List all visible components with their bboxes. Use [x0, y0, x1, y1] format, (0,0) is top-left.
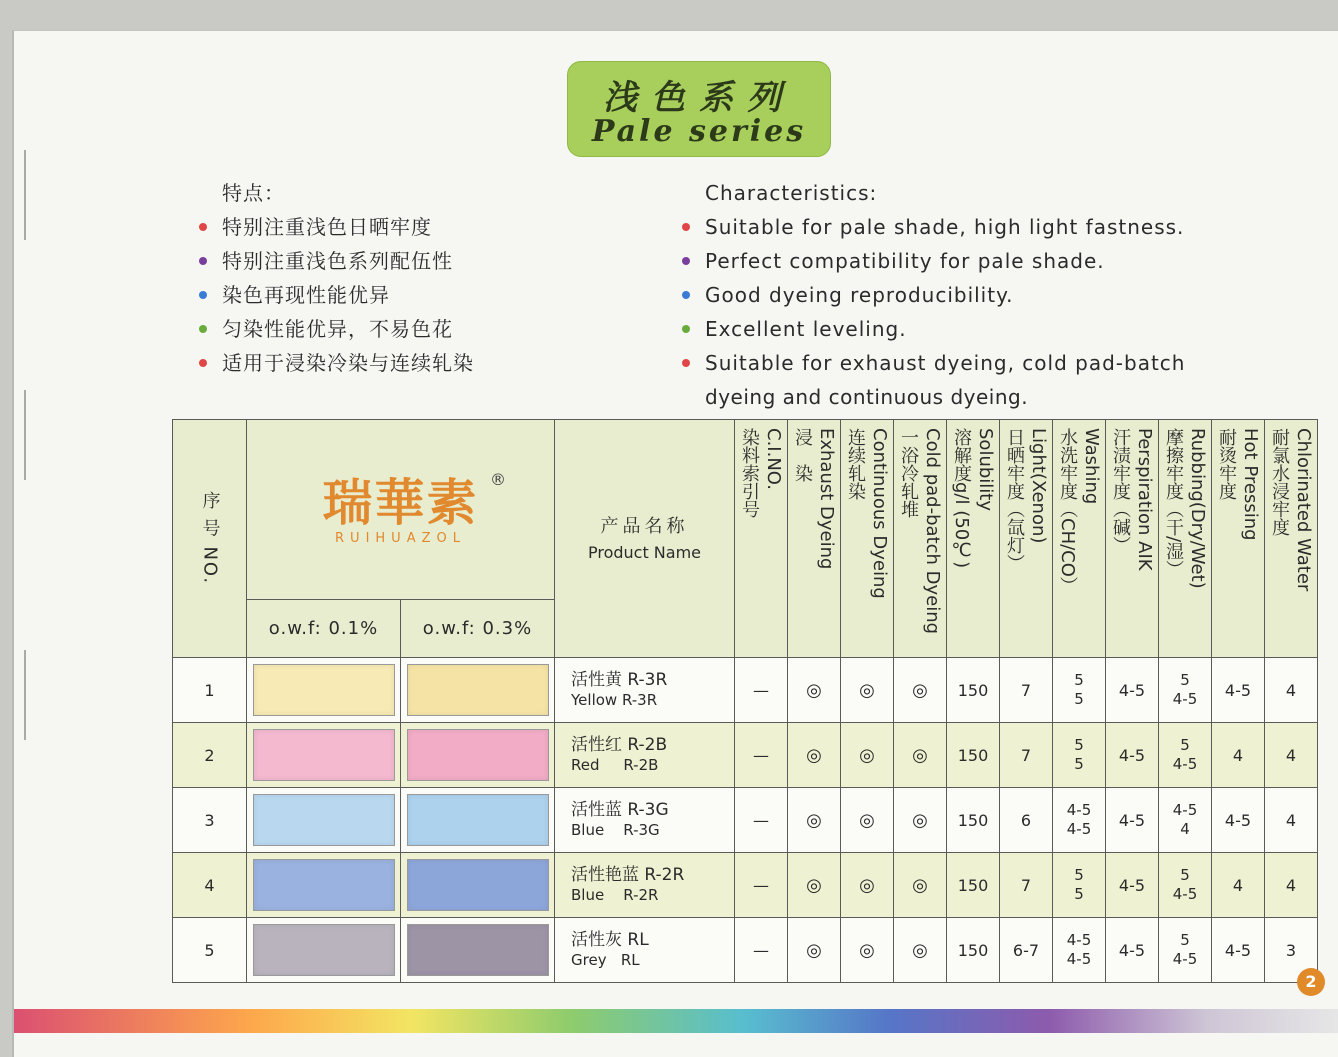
washing-co: 5: [1074, 885, 1084, 903]
product-name-cell: [555, 788, 735, 853]
features-en-item-text: Good dyeing reproducibility.: [705, 283, 1014, 307]
chlorine-cell: [1265, 658, 1318, 723]
bullet-dot-icon: [199, 257, 207, 265]
features-en: [682, 176, 1185, 414]
table-row: [173, 918, 1318, 983]
owf-header-03: o.w.f: 0.3%: [401, 600, 555, 658]
binding-stitches: [20, 30, 30, 1056]
suitable-mark-icon: ◎: [912, 874, 928, 896]
column-header-cn: 汗渍牢度（碱）: [1110, 428, 1131, 554]
light-cell: [1000, 853, 1053, 918]
rubbing-dry: 5: [1180, 931, 1190, 949]
column-header-en: Solubility: [975, 428, 996, 511]
bullet-dot-icon: [199, 291, 207, 299]
features-en-heading: Characteristics:: [705, 181, 878, 205]
column-header-cn: 溶解度g/l (50℃): [951, 428, 972, 569]
column-header-en: Continuous Dyeing: [869, 428, 890, 599]
solubility-cell: [947, 788, 1000, 853]
table-row: [173, 723, 1318, 788]
exhaust-cell: [788, 853, 841, 918]
swatch-cell: [247, 918, 401, 983]
ci-number: —: [753, 875, 769, 895]
features-en-item-text: Suitable for exhaust dyeing, cold pad-batch: [705, 351, 1186, 375]
row-number: 1: [204, 680, 215, 700]
series-title-cn: 浅色系列: [603, 78, 795, 118]
ci-number: —: [753, 940, 769, 960]
light-value: 7: [1020, 680, 1032, 700]
exhaust-cell: [788, 723, 841, 788]
hot-pressing-value: 4: [1232, 745, 1244, 765]
column-header: [947, 420, 1000, 658]
ci-number: —: [753, 680, 769, 700]
exhaust-cell: [788, 788, 841, 853]
washing-co: 5: [1074, 755, 1084, 773]
column-header: [1053, 420, 1106, 658]
suitable-mark-icon: ◎: [859, 809, 875, 831]
product-name-en: Yellow R-3R: [571, 691, 658, 709]
perspiration-cell: [1106, 853, 1159, 918]
bullet-dot-icon: [199, 325, 207, 333]
column-header: [1212, 420, 1265, 658]
features-en-item: [682, 312, 1185, 346]
column-header-en: Rubbing(Dry/Wet): [1187, 428, 1208, 589]
features-cn-item: [199, 312, 474, 346]
hot-pressing-value: 4-5: [1224, 810, 1252, 830]
product-name-cn: 活性灰 RL: [571, 930, 649, 950]
hot-pressing-value: 4-5: [1224, 680, 1252, 700]
cold-pad-cell: [894, 853, 947, 918]
swatch-cell: [401, 723, 555, 788]
column-header: [1265, 420, 1318, 658]
features-cn-item-text: 染色再现性能优异: [222, 283, 390, 307]
ci-number: —: [753, 745, 769, 765]
column-header: [841, 420, 894, 658]
row-number: 3: [204, 810, 215, 830]
features-cn-heading: 特点：: [222, 181, 285, 205]
rubbing-wet: 4-5: [1172, 690, 1198, 708]
bullet-dot-icon: [682, 359, 690, 367]
column-header-cn: 连续轧染: [845, 428, 866, 500]
no-header: 序 号 NO.: [173, 420, 247, 658]
product-name-cell: [555, 918, 735, 983]
exhaust-cell: [788, 918, 841, 983]
table-row: [173, 658, 1318, 723]
hot-pressing-cell: [1212, 853, 1265, 918]
hot-pressing-cell: [1212, 918, 1265, 983]
bullet-dot-icon: [199, 223, 207, 231]
suitable-mark-icon: ◎: [806, 939, 822, 961]
exhaust-cell: [788, 658, 841, 723]
features-cn-item: [199, 278, 474, 312]
column-header-en: Cold pad-batch Dyeing: [922, 428, 943, 635]
product-name-cn: 活性艳蓝 R-2R: [571, 865, 685, 885]
swatch-01: [253, 664, 395, 716]
swatch-cell: [401, 788, 555, 853]
perspiration-cell: [1106, 658, 1159, 723]
row-number: 5: [204, 940, 215, 960]
product-name-en: Blue R-3G: [571, 821, 660, 839]
ci-cell: [735, 918, 788, 983]
features-en-item: [682, 346, 1185, 380]
solubility-value: 150: [957, 680, 989, 700]
solubility-value: 150: [957, 745, 989, 765]
chlorine-value: 4: [1285, 810, 1297, 830]
rubbing-cell: [1159, 723, 1212, 788]
column-header-cn: 日晒牢度（氙灯）: [1004, 428, 1025, 572]
features-cn-item-text: 匀染性能优异，不易色花: [222, 317, 453, 341]
table-row: [173, 788, 1318, 853]
continuous-cell: [841, 723, 894, 788]
suitable-mark-icon: ◎: [859, 679, 875, 701]
cold-pad-cell: [894, 918, 947, 983]
light-cell: [1000, 918, 1053, 983]
chlorine-value: 3: [1285, 940, 1297, 960]
chlorine-value: 4: [1285, 680, 1297, 700]
chlorine-cell: [1265, 788, 1318, 853]
washing-co: 4-5: [1066, 950, 1092, 968]
suitable-mark-icon: ◎: [806, 874, 822, 896]
column-header-cn: 浸 染: [792, 428, 813, 482]
row-number: 2: [204, 745, 215, 765]
features-en-item-text: Suitable for pale shade, high light fastness.: [705, 215, 1185, 239]
ci-cell: [735, 723, 788, 788]
features-cn-item-text: 适用于浸染冷染与连续轧染: [222, 351, 474, 375]
perspiration-value: 4-5: [1118, 745, 1146, 765]
column-header-cn: 耐烫牢度: [1216, 428, 1237, 500]
washing-ch: 4-5: [1066, 801, 1092, 819]
features-cn-item-text: 特别注重浅色系列配伍性: [222, 249, 453, 273]
column-header: [894, 420, 947, 658]
rubbing-dry: 5: [1180, 671, 1190, 689]
catalog-page: [12, 30, 1338, 1057]
row-number-cell: [173, 918, 247, 983]
ci-cell: [735, 788, 788, 853]
swatch-03: [407, 859, 549, 911]
product-spec-table: [172, 419, 1318, 983]
product-name-cell: [555, 853, 735, 918]
owf-header-01: o.w.f: 0.1%: [247, 600, 401, 658]
ci-number: —: [753, 810, 769, 830]
rubbing-cell: [1159, 658, 1212, 723]
features-en-item: [682, 244, 1185, 278]
column-header-en: Perspiration AIK: [1134, 428, 1155, 571]
solubility-cell: [947, 658, 1000, 723]
brand-logo: [247, 420, 555, 600]
solubility-cell: [947, 853, 1000, 918]
swatch-01: [253, 729, 395, 781]
light-value: 7: [1020, 875, 1032, 895]
continuous-cell: [841, 918, 894, 983]
rubbing-wet: 4-5: [1172, 755, 1198, 773]
row-number-cell: [173, 658, 247, 723]
chlorine-cell: [1265, 723, 1318, 788]
suitable-mark-icon: ◎: [912, 679, 928, 701]
series-title-box: [567, 61, 831, 157]
suitable-mark-icon: ◎: [912, 744, 928, 766]
perspiration-value: 4-5: [1118, 680, 1146, 700]
table-row: [173, 853, 1318, 918]
column-header-en: Light(Xenon): [1028, 428, 1049, 544]
solubility-value: 150: [957, 810, 989, 830]
row-number-cell: [173, 723, 247, 788]
swatch-cell: [247, 658, 401, 723]
suitable-mark-icon: ◎: [806, 809, 822, 831]
column-header: [1159, 420, 1212, 658]
rubbing-wet: 4: [1180, 820, 1190, 838]
washing-cell: [1053, 853, 1106, 918]
washing-cell: [1053, 658, 1106, 723]
chlorine-value: 4: [1285, 745, 1297, 765]
product-name-cell: [555, 658, 735, 723]
suitable-mark-icon: ◎: [859, 939, 875, 961]
swatch-cell: [247, 723, 401, 788]
chlorine-cell: [1265, 853, 1318, 918]
features-en-item: [682, 278, 1185, 312]
column-header-en: Exhaust Dyeing: [816, 428, 837, 570]
rubbing-cell: [1159, 788, 1212, 853]
features-en-item-text: Excellent leveling.: [705, 317, 907, 341]
continuous-cell: [841, 788, 894, 853]
column-header-cn: 一浴冷轧堆: [898, 428, 919, 518]
light-cell: [1000, 788, 1053, 853]
washing-ch: 5: [1074, 671, 1084, 689]
row-number-cell: [173, 788, 247, 853]
bullet-dot-icon: [682, 291, 690, 299]
chlorine-value: 4: [1285, 875, 1297, 895]
continuous-cell: [841, 853, 894, 918]
cold-pad-cell: [894, 788, 947, 853]
hot-pressing-cell: [1212, 723, 1265, 788]
features-cn: [199, 176, 474, 380]
series-title-en: Pale series: [591, 114, 807, 149]
ci-cell: [735, 658, 788, 723]
hot-pressing-cell: [1212, 788, 1265, 853]
product-name-cn: 活性黄 R-3R: [571, 670, 668, 690]
washing-cell: [1053, 723, 1106, 788]
washing-cell: [1053, 788, 1106, 853]
product-name-en: Red R-2B: [571, 756, 659, 774]
washing-co: 4-5: [1066, 820, 1092, 838]
bullet-dot-icon: [682, 257, 690, 265]
washing-ch: 4-5: [1066, 931, 1092, 949]
perspiration-value: 4-5: [1118, 875, 1146, 895]
bullet-dot-icon: [682, 223, 690, 231]
product-name-header: 产品名称 Product Name: [555, 420, 735, 658]
rubbing-wet: 4-5: [1172, 950, 1198, 968]
column-header-en: Hot Pressing: [1240, 428, 1261, 541]
hot-pressing-cell: [1212, 658, 1265, 723]
swatch-cell: [247, 788, 401, 853]
light-cell: [1000, 723, 1053, 788]
page-number: 2: [1297, 968, 1325, 996]
continuous-cell: [841, 658, 894, 723]
swatch-cell: [247, 853, 401, 918]
washing-ch: 5: [1074, 736, 1084, 754]
rubbing-cell: [1159, 853, 1212, 918]
light-value: 7: [1020, 745, 1032, 765]
row-number: 4: [204, 875, 215, 895]
column-header: [1106, 420, 1159, 658]
row-number-cell: [173, 853, 247, 918]
swatch-01: [253, 859, 395, 911]
cold-pad-cell: [894, 658, 947, 723]
perspiration-cell: [1106, 723, 1159, 788]
washing-cell: [1053, 918, 1106, 983]
column-header-en: Chlorinated Water: [1293, 428, 1314, 592]
product-name-cell: [555, 723, 735, 788]
features-cn-item-text: 特别注重浅色日晒牢度: [222, 215, 432, 239]
swatch-01: [253, 794, 395, 846]
swatch-cell: [401, 658, 555, 723]
swatch-03: [407, 664, 549, 716]
product-name-cn: 活性蓝 R-3G: [571, 800, 669, 820]
column-header-cn: 水洗牢度（CH/CO）: [1057, 428, 1078, 595]
brand-name: 瑞華素: [322, 473, 479, 532]
column-header-en: C.I.NO.: [763, 428, 784, 490]
light-cell: [1000, 658, 1053, 723]
swatch-01: [253, 924, 395, 976]
perspiration-cell: [1106, 788, 1159, 853]
swatch-03: [407, 924, 549, 976]
perspiration-cell: [1106, 918, 1159, 983]
product-name-en: Grey RL: [571, 951, 640, 969]
rainbow-strip: [14, 1009, 1338, 1033]
rubbing-cell: [1159, 918, 1212, 983]
swatch-cell: [401, 918, 555, 983]
features-en-item-text: Perfect compatibility for pale shade.: [705, 249, 1105, 273]
registered-mark: ®: [490, 470, 506, 489]
column-header-en: Washing: [1081, 428, 1102, 505]
suitable-mark-icon: ◎: [912, 939, 928, 961]
product-name-cn: 活性红 R-2B: [571, 735, 668, 755]
perspiration-value: 4-5: [1118, 810, 1146, 830]
features-en-continuation: dyeing and continuous dyeing.: [705, 385, 1029, 409]
suitable-mark-icon: ◎: [806, 744, 822, 766]
swatch-03: [407, 729, 549, 781]
features-cn-item: [199, 244, 474, 278]
features-cn-item: [199, 210, 474, 244]
rubbing-dry: 4-5: [1172, 801, 1198, 819]
ci-cell: [735, 853, 788, 918]
column-header-cn: 摩擦牢度（干/湿）: [1163, 428, 1184, 579]
swatch-cell: [401, 853, 555, 918]
hot-pressing-value: 4: [1232, 875, 1244, 895]
perspiration-value: 4-5: [1118, 940, 1146, 960]
brand-sub: RUIHUAZOL: [335, 531, 466, 546]
solubility-cell: [947, 723, 1000, 788]
washing-ch: 5: [1074, 866, 1084, 884]
suitable-mark-icon: ◎: [806, 679, 822, 701]
column-header: [1000, 420, 1053, 658]
light-value: 6: [1020, 810, 1032, 830]
cold-pad-cell: [894, 723, 947, 788]
solubility-value: 150: [957, 875, 989, 895]
bullet-dot-icon: [199, 359, 207, 367]
washing-co: 5: [1074, 690, 1084, 708]
column-header: [788, 420, 841, 658]
suitable-mark-icon: ◎: [912, 809, 928, 831]
suitable-mark-icon: ◎: [859, 874, 875, 896]
rubbing-wet: 4-5: [1172, 885, 1198, 903]
light-value: 6-7: [1012, 940, 1040, 960]
swatch-03: [407, 794, 549, 846]
features-en-item: [682, 210, 1185, 244]
column-header-cn: 染料索引号: [739, 428, 760, 518]
rubbing-dry: 5: [1180, 866, 1190, 884]
hot-pressing-value: 4-5: [1224, 940, 1252, 960]
solubility-value: 150: [957, 940, 989, 960]
column-header: [735, 420, 788, 658]
features-cn-item: [199, 346, 474, 380]
product-name-en: Blue R-2R: [571, 886, 659, 904]
solubility-cell: [947, 918, 1000, 983]
suitable-mark-icon: ◎: [859, 744, 875, 766]
bullet-dot-icon: [682, 325, 690, 333]
rubbing-dry: 5: [1180, 736, 1190, 754]
column-header-cn: 耐氯水浸牢度: [1269, 428, 1290, 536]
